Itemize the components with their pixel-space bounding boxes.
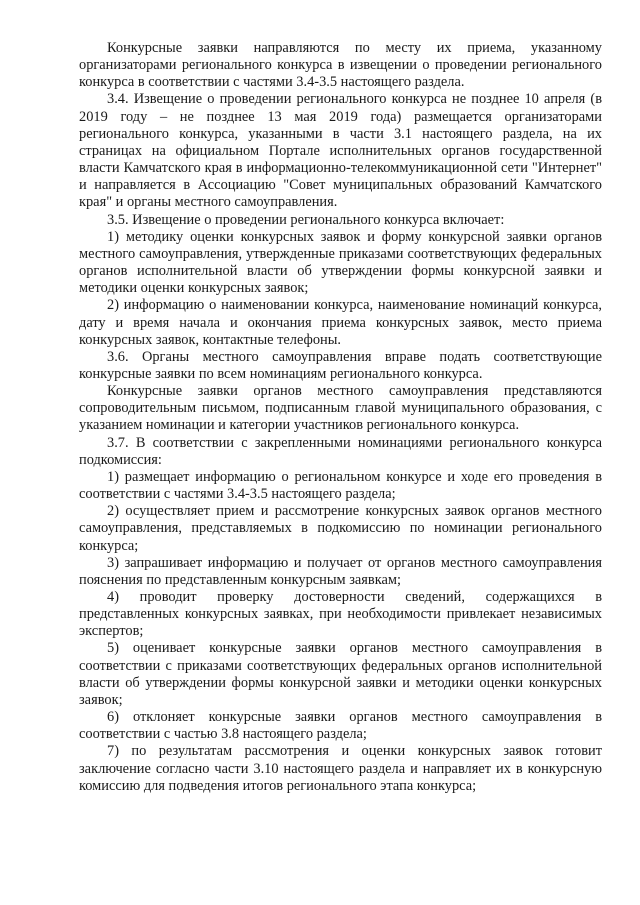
paragraph-3-7-item-3: 3) запрашивает информацию и получает от органов местного самоуправления пояснения по представленным конкурсным заявкам;	[79, 554, 602, 588]
paragraph-3-6: 3.6. Органы местного самоуправления вправе подать соответствующие конкурсные заявки по всем номинациям регионального конкурса.	[79, 348, 602, 382]
paragraph-3-5-item-1: 1) методику оценки конкурсных заявок и форму конкурсной заявки органов местного самоуправления, утвержденные приказами соответствующих федеральных органов исполнительной власти об утверждении формы конкурсной заявки и методики оценки конкурсных заявок;	[79, 228, 602, 297]
paragraph-3-6-cover-letter: Конкурсные заявки органов местного самоуправления представляются сопроводительным письмом, подписанным главой муниципального образования, с указанием номинации и категории участников регионального конкурса.	[79, 383, 602, 434]
paragraph-3-4: 3.4. Извещение о проведении регионального конкурса не позднее 10 апреля (в 2019 году – не позднее 13 мая 2019 года) размещается организаторами регионального конкурса, указанными в части 3.1 настоящего раздела, на их страницах на официальном Портале исполнительных органов государственной власти Камчатского края в информационно-телекоммуникационной сети "Интернет" и направляется в Ассоциацию "Совет муниципальных образований Камчатского края" и органы местного самоуправления.	[79, 91, 602, 211]
document-body	[79, 40, 602, 795]
paragraph-3-7-item-6: 6) отклоняет конкурсные заявки органов местного самоуправления в соответствии с частью 3.8 настоящего раздела;	[79, 709, 602, 743]
paragraph-3-5-item-2: 2) информацию о наименовании конкурса, наименование номинаций конкурса, дату и время начала и окончания приема конкурсных заявок, место приема конкурсных заявок, контактные телефоны.	[79, 297, 602, 348]
paragraph-3-7-item-1: 1) размещает информацию о региональном конкурсе и ходе его проведения в соответствии с частями 3.4-3.5 настоящего раздела;	[79, 468, 602, 503]
paragraph-submission-place: Конкурсные заявки направляются по месту их приема, указанному организаторами регионального конкурса в извещении о проведении регионального конкурса в соответствии с частями 3.4-3.5 настоящего раздела.	[79, 40, 602, 91]
paragraph-3-5: 3.5. Извещение о проведении регионального конкурса включает:	[107, 211, 505, 228]
paragraph-3-7-item-4: 4) проводит проверку достоверности сведений, содержащихся в представленных конкурсных заявках, при необходимости привлекает независимых экспертов;	[79, 589, 602, 640]
paragraph-3-7: 3.7. В соответствии с закрепленными номинациями регионального конкурса подкомиссия:	[79, 434, 602, 468]
paragraph-3-7-item-2: 2) осуществляет прием и рассмотрение конкурсных заявок органов местного самоуправления, представляемых в подкомиссию по номинации регионального конкурса;	[79, 503, 602, 554]
paragraph-3-7-item-5: 5) оценивает конкурсные заявки органов местного самоуправления в соответствии с приказами соответствующих федеральных органов исполнительной власти об утверждении формы конкурсной заявки и методики оценки конкурсных заявок;	[79, 640, 602, 708]
paragraph-3-7-item-7: 7) по результатам рассмотрения и оценки конкурсных заявок готовит заключение согласно части 3.10 настоящего раздела и направляет их в конкурсную комиссию для подведения итогов регионального этапа конкурса;	[79, 743, 602, 794]
